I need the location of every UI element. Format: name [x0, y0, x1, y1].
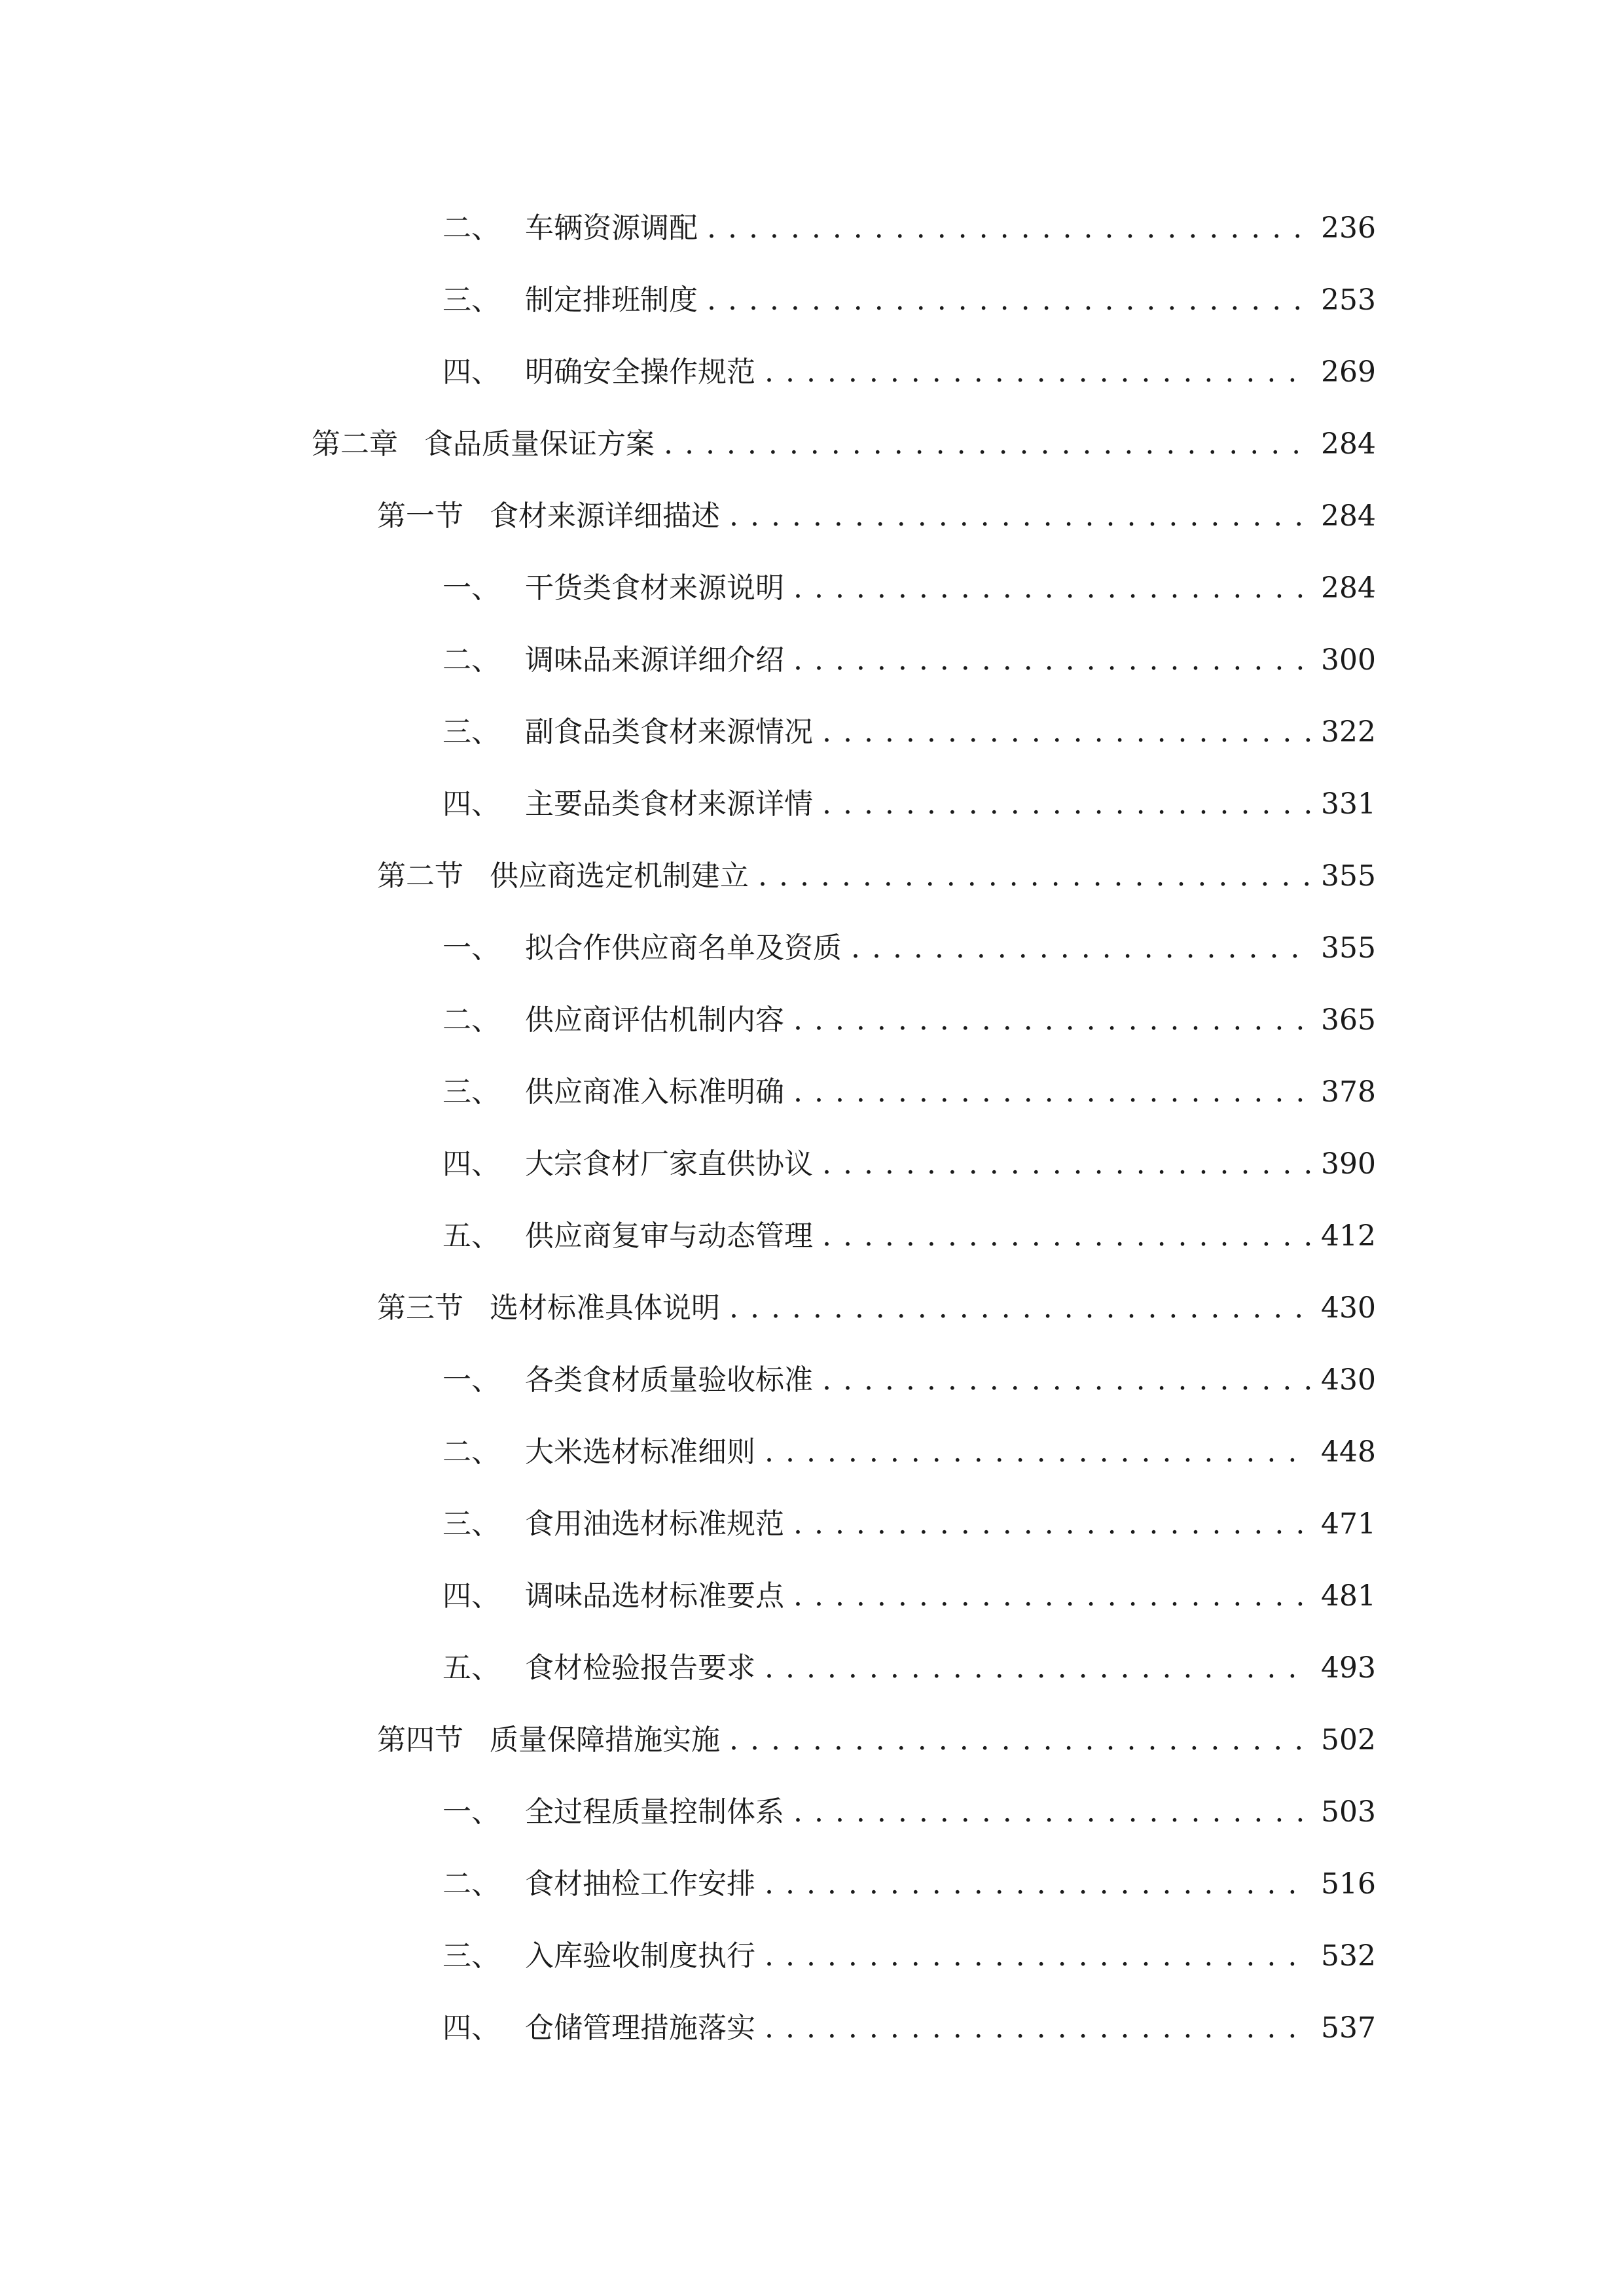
- page-number: 236: [1321, 211, 1376, 245]
- toc-entry[interactable]: [442, 2002, 1376, 2054]
- page-number: 430: [1321, 1363, 1376, 1397]
- page-number: 481: [1321, 1579, 1376, 1613]
- entry-number: 四、: [442, 355, 500, 389]
- dot-leader: [664, 418, 1310, 471]
- entry-number: 第四节: [377, 1723, 463, 1757]
- entry-number: 三、: [442, 283, 500, 317]
- dot-leader: [793, 562, 1310, 615]
- dot-leader: [765, 2002, 1310, 2054]
- page-number: 493: [1321, 1651, 1376, 1685]
- toc-entry[interactable]: [442, 1354, 1376, 1407]
- dot-leader: [822, 1354, 1310, 1407]
- toc-entry[interactable]: [442, 562, 1376, 615]
- entry-title: 调味品选材标准要点: [525, 1579, 784, 1613]
- toc-entry[interactable]: [442, 778, 1376, 831]
- dot-leader: [793, 1786, 1310, 1839]
- dot-leader: [765, 1426, 1310, 1479]
- dot-leader: [707, 274, 1310, 327]
- entry-number: 二、: [442, 1867, 500, 1901]
- entry-number: 三、: [442, 1075, 500, 1109]
- toc-entry[interactable]: [442, 1066, 1376, 1119]
- entry-title: 干货类食材来源说明: [525, 571, 784, 605]
- entry-title: 调味品来源详细介绍: [525, 643, 784, 677]
- dot-leader: [758, 850, 1310, 903]
- page-number: 502: [1321, 1723, 1376, 1757]
- toc-entry[interactable]: [442, 922, 1376, 975]
- toc-entry[interactable]: [442, 1786, 1376, 1839]
- toc-entry[interactable]: [442, 1858, 1376, 1910]
- page-number: 537: [1321, 2011, 1376, 2045]
- entry-number: 一、: [442, 1363, 500, 1397]
- toc-entry[interactable]: [442, 274, 1376, 327]
- entry-title: 副食品类食材来源情况: [525, 715, 813, 749]
- page-number: 412: [1321, 1219, 1376, 1253]
- entry-number: 第二章: [312, 427, 398, 461]
- dot-leader: [729, 490, 1310, 543]
- page-number: 284: [1321, 427, 1376, 461]
- page-number: 448: [1321, 1435, 1376, 1469]
- entry-number: 二、: [442, 643, 500, 677]
- toc-entry[interactable]: [442, 1642, 1376, 1695]
- entry-title: 供应商复审与动态管理: [525, 1219, 813, 1253]
- page-number: 365: [1321, 1003, 1376, 1037]
- entry-title: 主要品类食材来源详情: [525, 787, 813, 821]
- toc-entry-chapter[interactable]: [312, 418, 1376, 471]
- toc-entry-section[interactable]: [377, 850, 1376, 903]
- entry-title: 明确安全操作规范: [525, 355, 755, 389]
- page-number: 331: [1321, 787, 1376, 821]
- page-number: 284: [1321, 571, 1376, 605]
- entry-number: 四、: [442, 1579, 500, 1613]
- dot-leader: [729, 1282, 1310, 1335]
- toc-entry[interactable]: [442, 1426, 1376, 1479]
- entry-title: 食材抽检工作安排: [525, 1867, 755, 1901]
- entry-title: 质量保障措施实施: [490, 1723, 720, 1757]
- page-number: 516: [1321, 1867, 1376, 1901]
- dot-leader: [793, 634, 1310, 687]
- dot-leader: [822, 1210, 1310, 1263]
- toc-entry[interactable]: [442, 202, 1376, 255]
- dot-leader: [822, 706, 1310, 759]
- entry-title: 各类食材质量验收标准: [525, 1363, 813, 1397]
- entry-number: 第一节: [377, 499, 463, 533]
- dot-leader: [765, 1858, 1310, 1910]
- page-number: 269: [1321, 355, 1376, 389]
- toc-entry[interactable]: [442, 346, 1376, 399]
- entry-title: 大宗食材厂家直供协议: [525, 1147, 813, 1181]
- page-number: 284: [1321, 499, 1376, 533]
- entry-title: 制定排班制度: [525, 283, 698, 317]
- toc-entry-section[interactable]: [377, 1714, 1376, 1767]
- page-number: 430: [1321, 1291, 1376, 1325]
- entry-number: 三、: [442, 715, 500, 749]
- entry-number: 五、: [442, 1219, 500, 1253]
- entry-title: 大米选材标准细则: [525, 1435, 755, 1469]
- page-number: 253: [1321, 283, 1376, 317]
- dot-leader: [822, 778, 1310, 831]
- dot-leader: [793, 1066, 1310, 1119]
- entry-title: 拟合作供应商名单及资质: [525, 931, 842, 965]
- entry-title: 供应商准入标准明确: [525, 1075, 784, 1109]
- entry-title: 供应商评估机制内容: [525, 1003, 784, 1037]
- entry-number: 第二节: [377, 859, 463, 893]
- entry-number: 第三节: [377, 1291, 463, 1325]
- page-number: 471: [1321, 1507, 1376, 1541]
- toc-entry[interactable]: [442, 994, 1376, 1047]
- entry-title: 供应商选定机制建立: [490, 859, 749, 893]
- toc-entry[interactable]: [442, 1498, 1376, 1551]
- entry-number: 一、: [442, 1795, 500, 1829]
- dot-leader: [765, 346, 1310, 399]
- entry-number: 三、: [442, 1939, 500, 1973]
- entry-title: 全过程质量控制体系: [525, 1795, 784, 1829]
- dot-leader: [822, 1138, 1310, 1191]
- entry-title: 食材检验报告要求: [525, 1651, 755, 1685]
- page-number: 532: [1321, 1939, 1376, 1973]
- dot-leader: [765, 1642, 1310, 1695]
- entry-number: 二、: [442, 1003, 500, 1037]
- toc-entry-section[interactable]: [377, 1282, 1376, 1335]
- dot-leader: [765, 1930, 1310, 1982]
- page-number: 503: [1321, 1795, 1376, 1829]
- dot-leader: [793, 994, 1310, 1047]
- entry-title: 食品质量保证方案: [424, 427, 655, 461]
- dot-leader: [851, 922, 1310, 975]
- entry-number: 三、: [442, 1507, 500, 1541]
- entry-number: 四、: [442, 2011, 500, 2045]
- page-number: 355: [1321, 931, 1376, 965]
- entry-number: 五、: [442, 1651, 500, 1685]
- entry-title: 食材来源详细描述: [490, 499, 720, 533]
- entry-title: 仓储管理措施落实: [525, 2011, 755, 2045]
- entry-number: 一、: [442, 931, 500, 965]
- toc-entry[interactable]: [442, 1138, 1376, 1191]
- toc-entry[interactable]: [442, 706, 1376, 759]
- dot-leader: [793, 1498, 1310, 1551]
- page-number: 390: [1321, 1147, 1376, 1181]
- dot-leader: [729, 1714, 1310, 1767]
- toc-entry[interactable]: [442, 1930, 1376, 1982]
- entry-number: 二、: [442, 211, 500, 245]
- page-number: 355: [1321, 859, 1376, 893]
- entry-number: 四、: [442, 1147, 500, 1181]
- dot-leader: [707, 202, 1310, 255]
- toc-entry-section[interactable]: [377, 490, 1376, 543]
- dot-leader: [793, 1570, 1310, 1623]
- toc-entry[interactable]: [442, 1210, 1376, 1263]
- entry-title: 入库验收制度执行: [525, 1939, 755, 1973]
- toc-entry[interactable]: [442, 634, 1376, 687]
- page-number: 322: [1321, 715, 1376, 749]
- entry-title: 选材标准具体说明: [490, 1291, 720, 1325]
- page-number: 300: [1321, 643, 1376, 677]
- toc-entry[interactable]: [442, 1570, 1376, 1623]
- entry-number: 一、: [442, 571, 500, 605]
- entry-number: 四、: [442, 787, 500, 821]
- entry-title: 车辆资源调配: [525, 211, 698, 245]
- entry-number: 二、: [442, 1435, 500, 1469]
- page-number: 378: [1321, 1075, 1376, 1109]
- entry-title: 食用油选材标准规范: [525, 1507, 784, 1541]
